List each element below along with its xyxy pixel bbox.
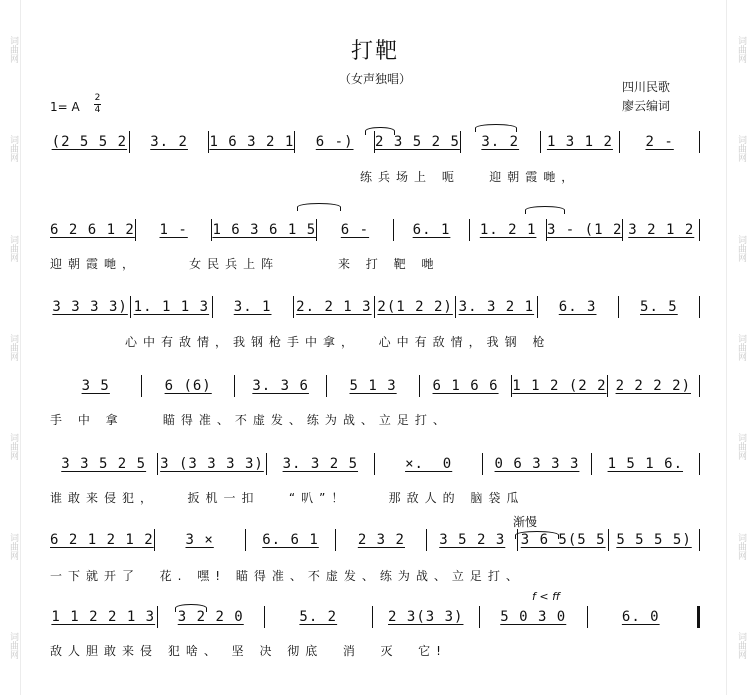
watermark-text: 词曲网: [8, 234, 18, 262]
measure: 3 - (1 2: [546, 222, 623, 238]
measure: 3. 3 6: [252, 378, 309, 394]
watermark-text: 词曲网: [736, 333, 746, 361]
measure: 5. 5: [640, 299, 678, 315]
measure: 3. 1: [233, 299, 272, 315]
notation-row: [50, 375, 700, 397]
barline: [699, 296, 700, 318]
lyrics-line: 一下就开了 花. 嘿! 瞄得准、不虚发、练为战、立足打、: [50, 569, 524, 583]
notation-row: [50, 131, 700, 153]
measure: 6 1 6 6: [432, 378, 499, 394]
measure: 1 6 3 6 1 5: [212, 222, 317, 238]
measure: 6. 3: [558, 299, 597, 315]
watermark-text: 词曲网: [8, 631, 18, 659]
measure: 3 2 1 2: [628, 222, 695, 238]
barline: [699, 375, 700, 397]
lyrics-line: 谁敢来侵犯， 扳机一扣 “叭”！ 那敌人的 脑袋瓜: [50, 491, 525, 505]
measure: 1 5 1 6.: [607, 456, 684, 472]
time-signature-top: 2: [94, 93, 101, 103]
watermark-text: 词曲网: [8, 532, 18, 560]
measure: 6 2 1 2 1 2: [50, 532, 154, 548]
measure: 2(1 2 2): [377, 299, 453, 315]
measure: (2 5 5 2: [51, 134, 128, 150]
measure: 5 1 3: [349, 378, 397, 394]
measure: 6. 6 1: [262, 532, 319, 548]
measure: 5. 2: [299, 609, 338, 625]
watermark-text: 词曲网: [8, 433, 18, 461]
source-credit: 四川民歌: [622, 80, 671, 94]
measure: 2 2 2 2): [615, 378, 691, 394]
watermark-text: 词曲网: [736, 36, 746, 64]
measure: 3 6 5(5 5: [520, 532, 606, 548]
measure: 2 -: [645, 134, 674, 150]
watermark-text: 词曲网: [736, 135, 746, 163]
measure: 2 3 5 2 5: [375, 134, 460, 150]
barline: [699, 219, 700, 241]
measure: 1 1 2 (2 2: [512, 378, 607, 394]
lyrics-line: 迎朝霞哋， 女民兵上阵 来 打 靶 哋: [50, 257, 440, 271]
watermark-text: 词曲网: [8, 333, 18, 361]
song-title: 打靶: [350, 39, 399, 64]
measure: 1. 1 1 3: [133, 299, 210, 315]
watermark-right: [730, 0, 746, 695]
lyrics-line: 手 中 拿 瞄得准、不虚发、练为战、立足打、: [50, 413, 451, 427]
notation-row: [50, 219, 700, 241]
watermark-text: 词曲网: [736, 631, 746, 659]
watermark-text: 词曲网: [8, 36, 18, 64]
measure: 0 6 3 3 3: [494, 456, 580, 472]
measure: 1 3 1 2: [546, 134, 613, 150]
notation-row: [50, 606, 700, 628]
tempo-slower-mark: 渐慢: [513, 515, 538, 529]
measure: 3 5 2 3: [439, 532, 506, 548]
measure: 1. 2 1: [479, 222, 537, 238]
measure: 3. 2: [481, 134, 520, 150]
lyrics-line: 心中有敌情，我钢枪手中拿， 心中有敌情，我钢 枪: [125, 335, 551, 349]
barline: [699, 529, 700, 551]
measure: 3 3 5 2 5: [61, 456, 147, 472]
measure: 1 -: [159, 222, 188, 238]
measure: 3 3 3 3): [52, 299, 128, 315]
lyricist-credit: 廖云编词: [622, 99, 671, 113]
song-subtitle: （女声独唱）: [338, 72, 411, 86]
measure: 6 2 6 1 2: [50, 222, 135, 238]
measure: 3. 3 2 1: [458, 299, 535, 315]
watermark-text: 词曲网: [736, 234, 746, 262]
measure: 3. 3 2 5: [282, 456, 359, 472]
measure: 3 5: [81, 378, 110, 394]
measure: 5 5 5 5): [616, 532, 692, 548]
lyrics-line: 敌人胆敢来侵 犯啥、 坚 决 彻底 消 灭 它!: [50, 644, 447, 658]
measure: ×. 0: [405, 456, 453, 472]
watermark-text: 词曲网: [736, 532, 746, 560]
notation-row: [50, 453, 700, 475]
barline: [699, 131, 700, 153]
final-barline: [697, 606, 700, 628]
lyrics-line: 练兵场上 呃 迎朝霞哋，: [360, 170, 580, 184]
measure: 3 ×: [185, 532, 214, 548]
measure: 3 2 2 0: [177, 609, 244, 625]
measure: 6 -): [315, 134, 354, 150]
key-signature: 1= A: [50, 100, 80, 114]
measure: 6. 0: [621, 609, 660, 625]
measure: 3 (3 3 3 3): [160, 456, 264, 472]
measure: 6. 1: [412, 222, 451, 238]
time-signature-bottom: 4: [94, 105, 101, 115]
watermark-left: [2, 0, 18, 695]
notation-row: [50, 296, 700, 318]
measure: 6 (6): [164, 378, 212, 394]
measure: 2 3 2: [357, 532, 405, 548]
dynamics-mark: f < ff: [532, 590, 561, 603]
barline: [699, 453, 700, 475]
measure: 2 3(3 3): [388, 609, 464, 625]
watermark-text: 词曲网: [736, 433, 746, 461]
measure: 1 1 2 2 1 3: [51, 609, 156, 625]
measure: 6 -: [340, 222, 370, 238]
measure: 5 0 3 0: [500, 609, 567, 625]
measure: 1 6 3 2 1: [209, 134, 295, 150]
measure: 3. 2: [150, 134, 188, 150]
measure: 2. 2 1 3: [296, 299, 372, 315]
time-signature: [94, 94, 101, 115]
notation-row: [50, 529, 700, 551]
watermark-text: 词曲网: [8, 135, 18, 163]
